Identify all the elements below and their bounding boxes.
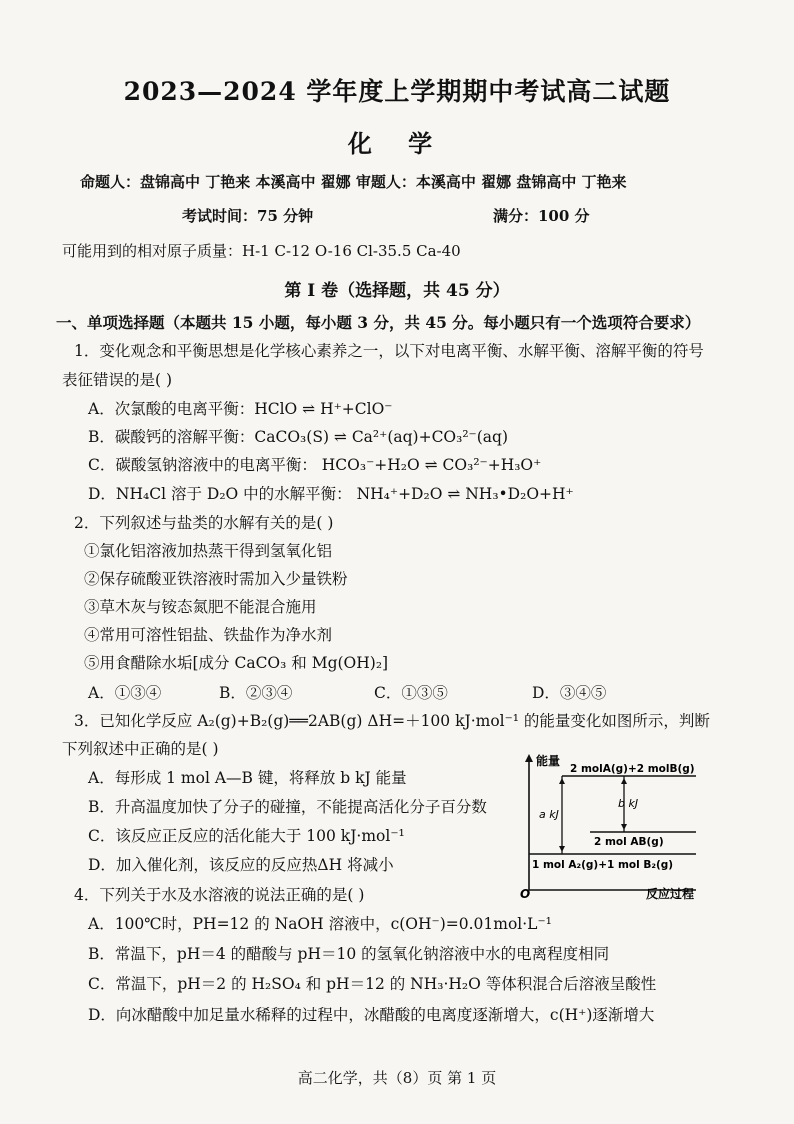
q4-stem: 4．下列关于水及水溶液的说法正确的是( ) <box>74 886 365 904</box>
level-mid-label: 2 mol AB(g) <box>594 836 664 848</box>
level-bottom-label: 1 mol A₂(g)+1 mol B₂(g) <box>532 859 674 871</box>
atomic-mass-line: 可能用到的相对原子质量：H-1 C-12 O-16 Cl-35.5 Ca-40 <box>62 242 461 260</box>
q4-option-c: C．常温下，pH＝2 的 H₂SO₄ 和 pH＝12 的 NH₃·H₂O 等体积混合后溶液呈酸性 <box>88 975 657 993</box>
q1-option-d: D．NH₄Cl 溶于 D₂O 中的水解平衡： NH₄⁺+D₂O ⇌ NH₃•D₂O+H⁺ <box>88 485 574 503</box>
section1-title: 一、单项选择题（本题共 15 小题，每小题 3 分，共 45 分。每小题只有一个选项符合要求） <box>56 313 701 332</box>
authors-line: 命题人：盘锦高中 丁艳来 本溪高中 翟娜 审题人：本溪高中 翟娜 盘锦高中 丁艳来 <box>80 173 627 191</box>
q2-stem: 2．下列叙述与盐类的水解有关的是( ) <box>74 514 334 532</box>
exam-time: 考试时间：75 分钟 <box>182 207 314 225</box>
q1-stem: 1．变化观念和平衡思想是化学核心素养之一，以下对电离平衡、水解平衡、溶解平衡的符号 <box>74 342 704 360</box>
q2-item-2: ②保存硫酸亚铁溶液时需加入少量铁粉 <box>84 570 348 588</box>
a-arrow-head-top <box>559 778 565 784</box>
q2-item-5: ⑤用食醋除水垢[成分 CaCO₃ 和 Mg(OH)₂] <box>84 654 389 672</box>
q2-option-a: A．①③④ <box>88 684 162 702</box>
origin-label: O <box>520 887 531 900</box>
q3-stem-cont: 下列叙述中正确的是( ) <box>62 740 219 758</box>
exam-title: 2023—2024 学年度上学期期中考试高二试题 <box>123 77 671 106</box>
full-score: 满分：100 分 <box>493 207 590 225</box>
q4-option-a: A．100℃时，PH=12 的 NaOH 溶液中，c(OH⁻)=0.01mol·L⁻¹ <box>88 915 552 933</box>
q2-item-4: ④常用可溶性铝盐、铁盐作为净水剂 <box>84 626 333 644</box>
q2-item-3: ③草木灰与铵态氮肥不能混合施用 <box>84 598 317 616</box>
x-axis-label: 反应过程 <box>646 887 695 900</box>
energy-diagram <box>518 752 698 900</box>
page-footer: 高二化学，共（8）页 第 1 页 <box>297 1069 497 1087</box>
q1-option-b: B．碳酸钙的溶解平衡：CaCO₃(S) ⇌ Ca²⁺(aq)+CO₃²⁻(aq) <box>88 428 508 446</box>
y-axis-arrow <box>525 754 533 762</box>
q1-option-a: A．次氯酸的电离平衡：HClO ⇌ H⁺+ClO⁻ <box>88 400 393 418</box>
q2-option-c: C．①③⑤ <box>374 684 448 702</box>
q3-option-d: D．加入催化剂，该反应的反应热ΔH 将减小 <box>88 856 394 874</box>
y-axis-label: 能量 <box>536 754 561 768</box>
q2-item-1: ①氯化铝溶液加热蒸干得到氢氧化铝 <box>84 542 333 560</box>
part1-title: 第 Ⅰ 卷（选择题，共 45 分） <box>284 281 510 301</box>
q3-option-a: A．每形成 1 mol A—B 键，将释放 b kJ 能量 <box>88 769 407 787</box>
q4-option-d: D．向冰醋酸中加足量水稀释的过程中，冰醋酸的电离度逐渐增大，c(H⁺)逐渐增大 <box>88 1006 655 1024</box>
q2-option-b: B．②③④ <box>219 684 293 702</box>
a-arrow-head-bottom <box>559 846 565 852</box>
b-label: b kJ <box>618 797 639 810</box>
q2-option-d: D．③④⑤ <box>532 684 607 702</box>
q1-option-c: C．碳酸氢钠溶液中的电离平衡： HCO₃⁻+H₂O ⇌ CO₃²⁻+H₃O⁺ <box>88 456 542 474</box>
b-arrow-head-top <box>621 778 627 784</box>
a-label: a kJ <box>539 808 559 821</box>
level-top-label: 2 molA(g)+2 molB(g) <box>570 763 695 775</box>
q3-stem: 3．已知化学反应 A₂(g)+B₂(g)══2AB(g) ΔH=＋100 kJ·mol⁻¹ 的能量变化如图所示，判断 <box>74 712 710 730</box>
q3-option-b: B．升高温度加快了分子的碰撞，不能提高活化分子百分数 <box>88 798 487 816</box>
q3-option-c: C．该反应正反应的活化能大于 100 kJ·mol⁻¹ <box>88 827 405 845</box>
q4-option-b: B．常温下，pH＝4 的醋酸与 pH＝10 的氢氧化钠溶液中水的电离程度相同 <box>88 945 610 963</box>
q1-stem-cont: 表征错误的是( ) <box>62 371 173 389</box>
b-arrow-head-bottom <box>621 824 627 830</box>
subject-title: 化 学 <box>347 129 447 158</box>
